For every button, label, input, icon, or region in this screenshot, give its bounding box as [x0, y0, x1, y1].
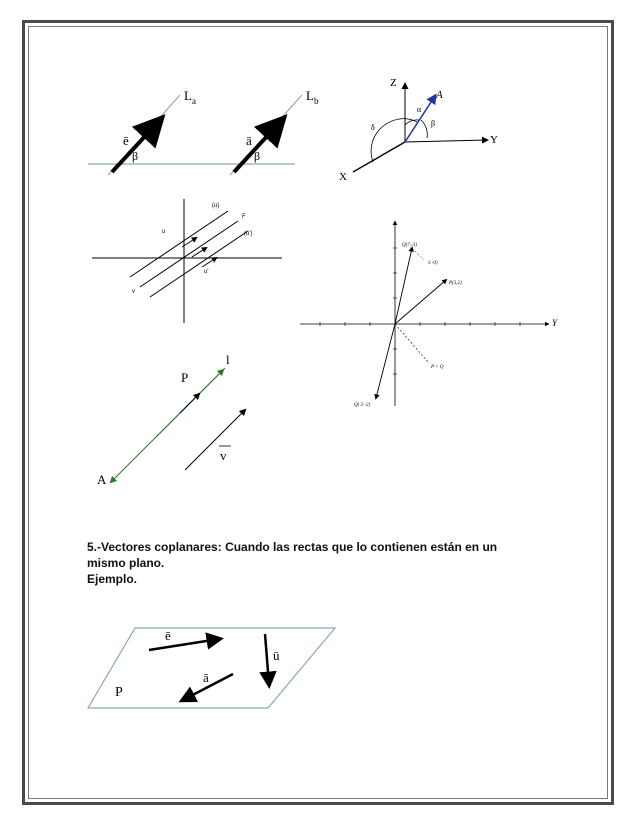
arrow-F [192, 248, 206, 257]
arc-beta [421, 120, 427, 138]
figure-coplanar-plane [85, 620, 345, 715]
vector-dashed [395, 324, 428, 362]
angle-beta: β [431, 119, 436, 128]
arrow-u-prime [202, 258, 216, 267]
figure-3d-axes [335, 70, 505, 190]
point-q2: Q( 3 -2) [354, 403, 371, 408]
line-b-sub: b [314, 96, 319, 106]
label-P: P [181, 370, 189, 385]
point-p-q: P = Q [431, 365, 444, 370]
figure-direction-vectors [80, 80, 320, 190]
angle-alpha: α [417, 105, 422, 114]
point-p: P(3,2) [449, 281, 462, 286]
arc-gamma [371, 119, 417, 162]
vector-a-label: ā [203, 670, 209, 685]
line-a-label: L [184, 88, 192, 103]
axis-x-label: X [339, 171, 347, 183]
vector-e-label: ē [165, 628, 171, 643]
arrow-P [180, 394, 199, 413]
vector-e-arrow [149, 639, 219, 650]
vector-u-arrow [265, 634, 269, 684]
angle-beta-a: β [132, 149, 139, 163]
angle-beta-b: β [254, 149, 261, 163]
figure-vector-line [95, 350, 265, 490]
line-u-prime [150, 231, 248, 297]
label-l: l [226, 352, 230, 367]
axis-z-label: Z [390, 77, 397, 89]
line-u [130, 211, 228, 277]
label-v: v [132, 289, 135, 295]
text-line-2: mismo plano. [87, 556, 165, 570]
label-u-paren: (u) [212, 203, 220, 209]
figure-2d-vectors [298, 218, 560, 408]
vector-A-label: A [436, 89, 443, 101]
vector-e-label: ē [123, 133, 129, 148]
line-F [140, 221, 238, 287]
line-b-label: L [306, 88, 314, 103]
vector-p [395, 280, 446, 324]
text-line-1: 5.-Vectores coplanares: Cuando las rectas que lo contienen están en un [87, 540, 498, 554]
dash-q [412, 248, 424, 260]
point-q: Q(7,-3) [402, 243, 417, 248]
vector-u-label: ū [273, 648, 280, 663]
point-diff: 3 -0) [428, 261, 438, 266]
figure-parallel-lines [90, 195, 290, 325]
axis-y-line [405, 140, 487, 142]
line-a-sub: a [192, 96, 196, 106]
label-u: u [162, 229, 166, 235]
vector-a-label: ā [246, 133, 252, 148]
angle-gamma: δ [371, 123, 375, 132]
label-A: A [97, 472, 107, 487]
vector-q2 [376, 324, 395, 398]
axis-x-line [353, 142, 405, 172]
axis-ticks [320, 248, 520, 374]
axis-y-label: Y [490, 134, 498, 146]
plane-label: P [115, 685, 123, 700]
axis-y-label: Y [552, 318, 558, 328]
label-v: v [220, 448, 227, 463]
vector-v [185, 410, 245, 470]
vector-q [395, 248, 412, 324]
label-F: F [242, 214, 246, 220]
label-u-prime-paren: (u') [244, 231, 253, 237]
text-line-3: Ejemplo. [87, 572, 138, 586]
label-u-prime: u' [204, 269, 209, 275]
